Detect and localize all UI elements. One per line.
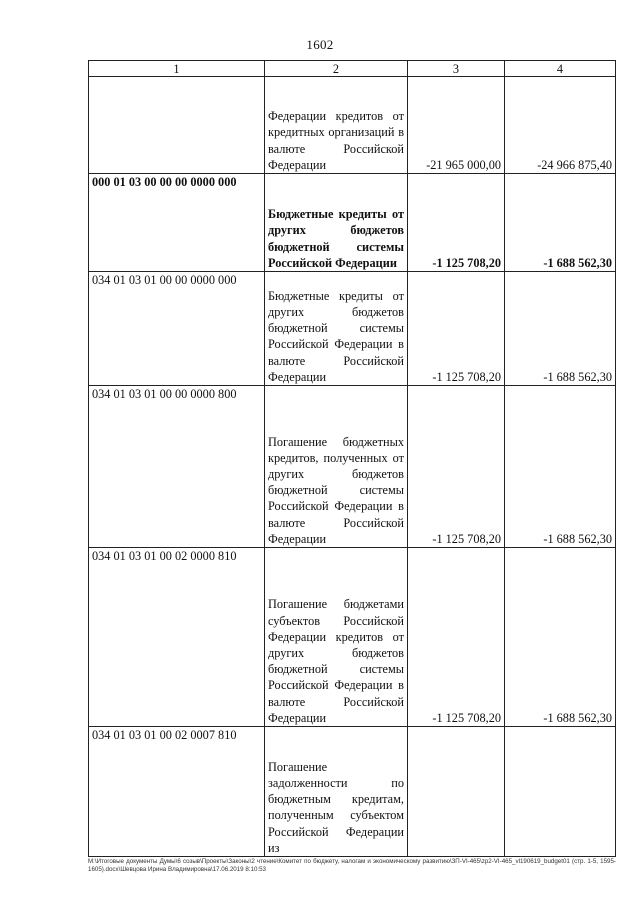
row-value-4: -24 966 875,40: [505, 77, 616, 174]
row-code: 000 01 03 00 00 00 0000 000: [89, 174, 265, 272]
row-code: 034 01 03 01 00 02 0007 810: [89, 727, 265, 857]
row-value-3: -21 965 000,00: [408, 77, 505, 174]
table-row: [89, 77, 616, 174]
row-name: Погашение бюджетных кредитов, полученных от других бюджетов бюджетной системы Российской Федерации в валюте Российской Федерации: [265, 386, 408, 548]
row-value-4: [505, 727, 616, 857]
row-code: 034 01 03 01 00 00 0000 000: [89, 272, 265, 386]
row-value-3: -1 125 708,20: [408, 272, 505, 386]
row-name: Бюджетные кредиты от других бюджетов бюджетной системы Российской Федерации: [265, 174, 408, 272]
column-header-1: 1: [89, 61, 265, 77]
budget-sources-table: [88, 60, 616, 857]
table-row: [89, 272, 616, 386]
table-header-row: [89, 61, 616, 77]
column-header-2: 2: [265, 61, 408, 77]
row-value-3: -1 125 708,20: [408, 386, 505, 548]
column-header-4: 4: [505, 61, 616, 77]
row-value-3: -1 125 708,20: [408, 174, 505, 272]
row-name: Погашение бюджетами субъектов Российской Федерации кредитов от других бюджетов бюджетной системы Российской Федерации в валюте Российской Федерации: [265, 548, 408, 727]
row-value-3: [408, 727, 505, 857]
table-row: [89, 386, 616, 548]
row-code: 034 01 03 01 00 02 0000 810: [89, 548, 265, 727]
row-value-4: -1 688 562,30: [505, 548, 616, 727]
column-header-3: 3: [408, 61, 505, 77]
page-number: 1602: [306, 37, 334, 52]
row-name: Бюджетные кредиты от других бюджетов бюджетной системы Российской Федерации в валюте Российской Федерации: [265, 272, 408, 386]
row-value-4: -1 688 562,30: [505, 272, 616, 386]
row-value-3: -1 125 708,20: [408, 548, 505, 727]
row-value-4: -1 688 562,30: [505, 386, 616, 548]
table-row: [89, 727, 616, 857]
row-name: Погашение задолженности по бюджетным кредитам, полученным субъектом Российской Федерации из: [265, 727, 408, 857]
row-code: [89, 77, 265, 174]
document-path-footer: M:\Итоговые документы Думы\6 созыв\Проекты\Законы\2 чтение\Комитет по бюджету, налогам и экономическому развитию\ЗП-VI-465\zp2-VI-465_vl190619_budget01 (стр. 1-5, 1595-1605).docx\Шевцова Ирина Владимировна\17.06.2019 8:10:53: [88, 858, 616, 873]
row-value-4: -1 688 562,30: [505, 174, 616, 272]
table-row: [89, 174, 616, 272]
table-row: [89, 548, 616, 727]
row-code: 034 01 03 01 00 00 0000 800: [89, 386, 265, 548]
row-name: Федерации кредитов от кредитных организаций в валюте Российской Федерации: [265, 77, 408, 174]
